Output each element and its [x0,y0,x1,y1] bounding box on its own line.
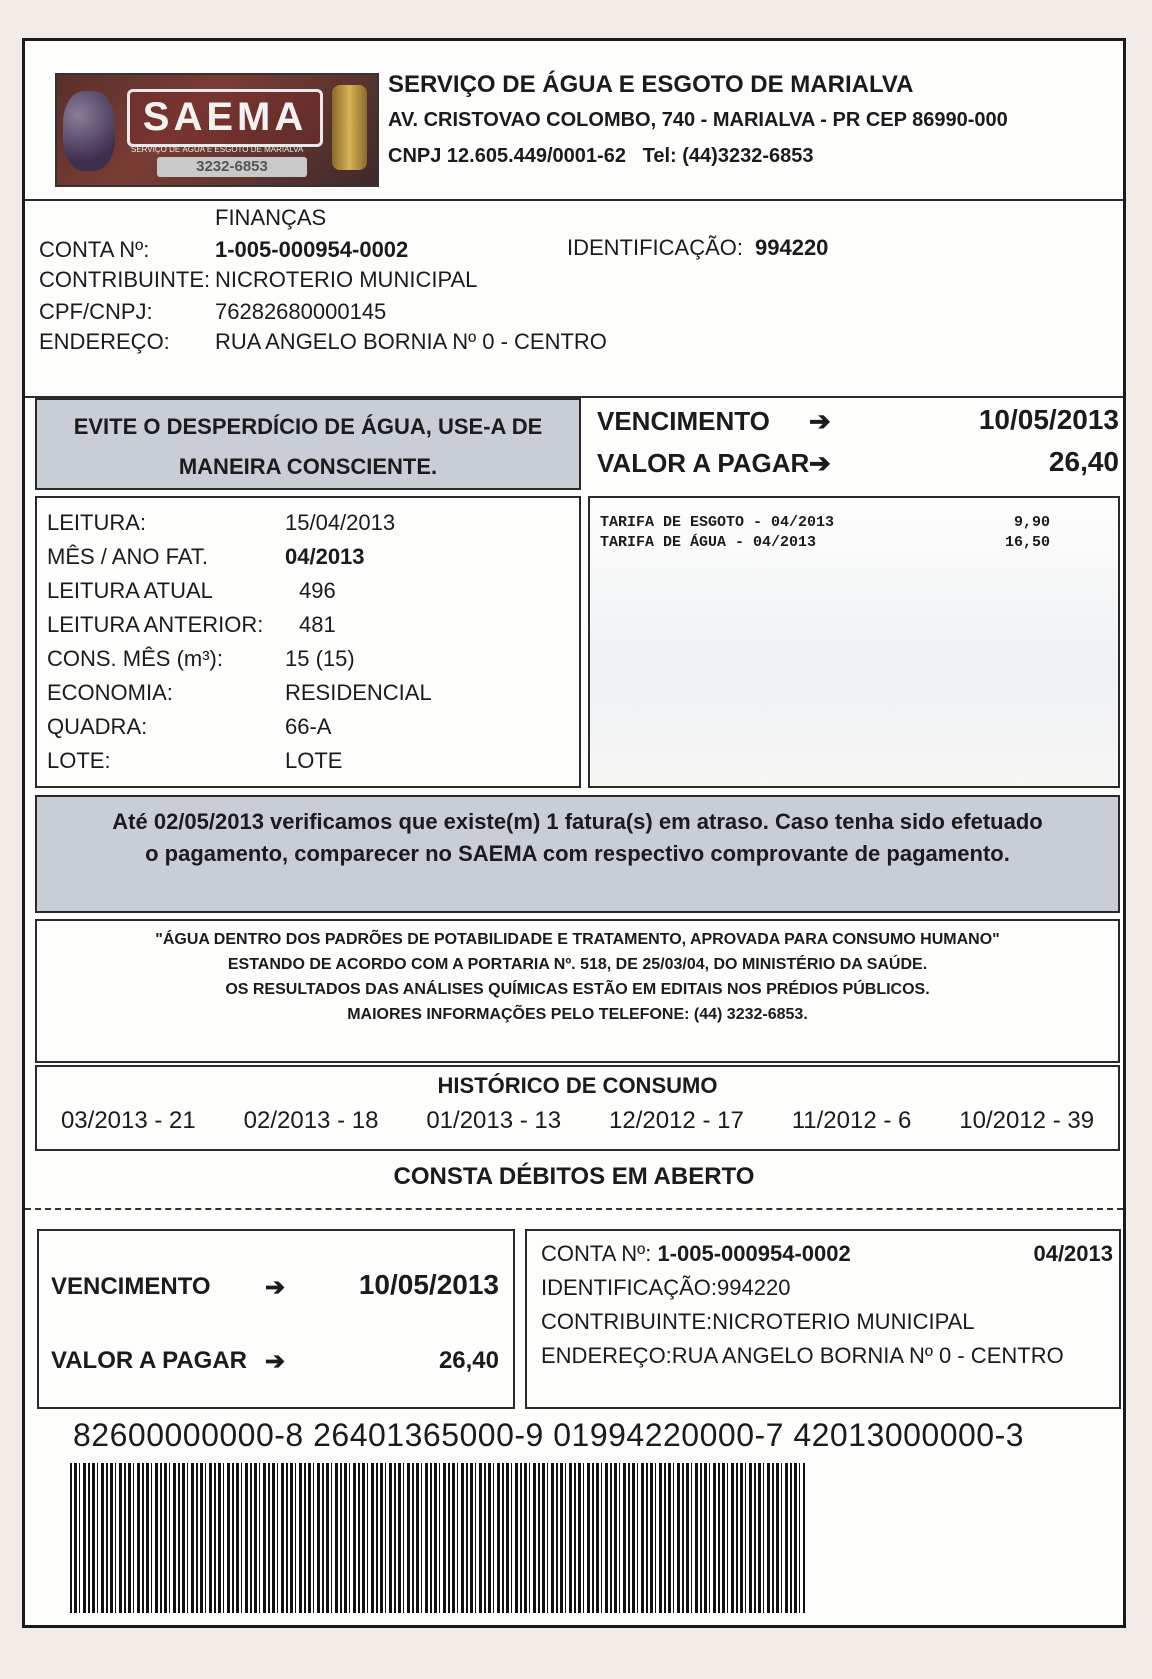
stub-account [541,1241,851,1267]
reading-value: 04/2013 [285,544,365,569]
stub-account-value: 1-005-000954-0002 [657,1241,851,1266]
history-list [37,1107,1118,1135]
water-quality-notice [35,919,1120,1063]
reading-label: LOTE: [47,748,111,773]
reading-label: MÊS / ANO FAT. [47,544,208,569]
reading-label: LEITURA: [47,510,147,535]
reading-label: CONS. MÊS (m³): [47,646,223,671]
header-section [25,41,1123,201]
account-value: 1-005-000954-0002 [215,237,409,262]
stub-due-label: VENCIMENTO [51,1273,211,1300]
reading-label: LEITURA ANTERIOR: [47,612,264,637]
reading-value: RESIDENCIAL [285,680,432,705]
quality-line-1: "ÁGUA DENTRO DOS PADRÕES DE POTABILIDADE E TRATAMENTO, APROVADA PARA CONSUMO HUMANO" [155,931,1000,948]
stub-month: 04/2013 [1033,1241,1113,1266]
header-cnpj-phone: CNPJ 12.605.449/0001-62 Tel: (44)3232-6853 [388,145,814,167]
stub-identification-label: IDENTIFICAÇÃO: [541,1275,718,1300]
cut-line [25,1208,1123,1210]
taxpayer-value: NICROTERIO MUNICIPAL [215,267,478,292]
reading-value: LOTE [285,748,343,773]
cpf-value: 76282680000145 [215,299,387,324]
logo-subtitle: SERVIÇO DE ÁGUA E ESGOTO DE MARIALVA [131,145,304,154]
department-label: FINANÇAS [215,205,327,230]
stub-due-value: 10/05/2013 [358,1269,499,1300]
charge-label: TARIFA DE ÁGUA - 04/2013 [600,534,817,551]
reading-label: QUADRA: [47,714,148,739]
reading-value: 15 (15) [285,646,355,671]
stub-due-arrow-icon: ➔ [265,1274,286,1301]
address-label: ENDEREÇO: [39,329,170,354]
consumption-history [35,1065,1120,1151]
logo-wordmark: SAEMA [127,89,323,147]
reading-value: 496 [299,578,336,603]
quality-line-2: ESTANDO DE ACORDO COM A PORTARIA Nº. 518, DE 25/03/04, DO MINISTÉRIO DA SAÚDE. [227,956,928,973]
charge-value: 16,50 [1004,534,1050,551]
charge-label: TARIFA DE ESGOTO - 04/2013 [600,514,835,531]
quality-line-3: OS RESULTADOS DAS ANÁLISES QUÍMICAS ESTÃO EM EDITAIS NOS PRÉDIOS PÚBLICOS. [225,981,930,998]
reading-label: ECONOMIA: [47,680,173,705]
amount-label: VALOR A PAGAR [597,448,810,478]
barcode-number: 82600000000-8 26401365000-9 01994220000-7 42013000000-3 [73,1417,1025,1453]
stub-account-label: CONTA Nº: [541,1241,652,1266]
saema-logo [55,73,379,187]
stub-address-label: ENDEREÇO: [541,1343,672,1368]
stub-due-box [37,1229,515,1409]
logo-phone: 3232-6853 [157,157,307,177]
identification-label: IDENTIFICAÇÃO: [567,235,744,260]
water-bill-document [22,38,1126,1628]
customer-section [25,199,1123,398]
water-saving-notice [35,398,581,490]
open-debts-notice: CONSTA DÉBITOS EM ABERTO [393,1163,755,1190]
identification-value: 994220 [755,235,829,260]
due-value: 10/05/2013 [978,404,1119,435]
reading-label: LEITURA ATUAL [47,578,213,603]
account-label: CONTA Nº: [39,237,150,262]
due-arrow-icon: ➔ [809,406,831,436]
stub-taxpayer-label: CONTRIBUINTE: [541,1309,713,1334]
stub-info-box [525,1229,1121,1409]
history-item: 01/2013 - 13 [426,1107,562,1134]
header-title: SERVIÇO DE ÁGUA E ESGOTO DE MARIALVA [388,71,914,98]
address-value: RUA ANGELO BORNIA Nº 0 - CENTRO [215,329,607,354]
barcode [70,1463,805,1613]
reading-value: 15/04/2013 [285,510,396,535]
faucet-icon [332,85,367,170]
due-summary [587,398,1127,490]
grapes-icon [63,91,115,171]
history-item: 03/2013 - 21 [60,1107,196,1134]
charges-box [588,496,1120,788]
arrears-line-2: o pagamento, comparecer no SAEMA com respectivo comprovante de pagamento. [145,841,1010,866]
arrears-line-1: Até 02/05/2013 verificamos que existe(m) 1 fatura(s) em atraso. Caso tenha sido efetuado [112,809,1043,834]
stub-amount-arrow-icon: ➔ [265,1348,286,1375]
quality-line-4: MAIORES INFORMAÇÕES PELO TELEFONE: (44) 3232-6853. [347,1006,808,1023]
cpf-label: CPF/CNPJ: [39,299,153,324]
stub-address-value: RUA ANGELO BORNIA Nº 0 - CENTRO [671,1343,1064,1368]
stub-identification-value: 994220 [717,1275,791,1300]
notice-line-1: EVITE O DESPERDÍCIO DE ÁGUA, USE-A DE [73,414,543,439]
amount-arrow-icon: ➔ [809,448,831,478]
stub-amount-value: 26,40 [438,1347,499,1374]
arrears-notice [35,795,1120,913]
notice-line-2: MANEIRA CONSCIENTE. [178,454,438,479]
reading-value: 481 [299,612,336,637]
history-item: 10/2012 - 39 [959,1107,1095,1134]
reading-value: 66-A [285,714,332,739]
taxpayer-label: CONTRIBUINTE: [39,267,211,292]
history-title: HISTÓRICO DE CONSUMO [437,1073,718,1098]
charge-row [600,534,1050,551]
stub-taxpayer-value: NICROTERIO MUNICIPAL [712,1309,975,1334]
header-address: AV. CRISTOVAO COLOMBO, 740 - MARIALVA - PR CEP 86990-000 [388,109,1008,131]
amount-value: 26,40 [1048,446,1119,477]
due-label: VENCIMENTO [597,406,770,436]
history-item: 11/2012 - 6 [791,1107,912,1134]
charge-row [600,514,1050,531]
stub-taxpayer [541,1309,975,1335]
history-item: 12/2012 - 17 [609,1107,744,1134]
history-item: 02/2013 - 18 [243,1107,379,1134]
stub-amount-label: VALOR A PAGAR [51,1347,247,1374]
reading-box [35,496,581,788]
stub-identification [541,1275,790,1301]
stub-address [541,1343,1064,1369]
charge-value: 9,90 [1013,514,1050,531]
